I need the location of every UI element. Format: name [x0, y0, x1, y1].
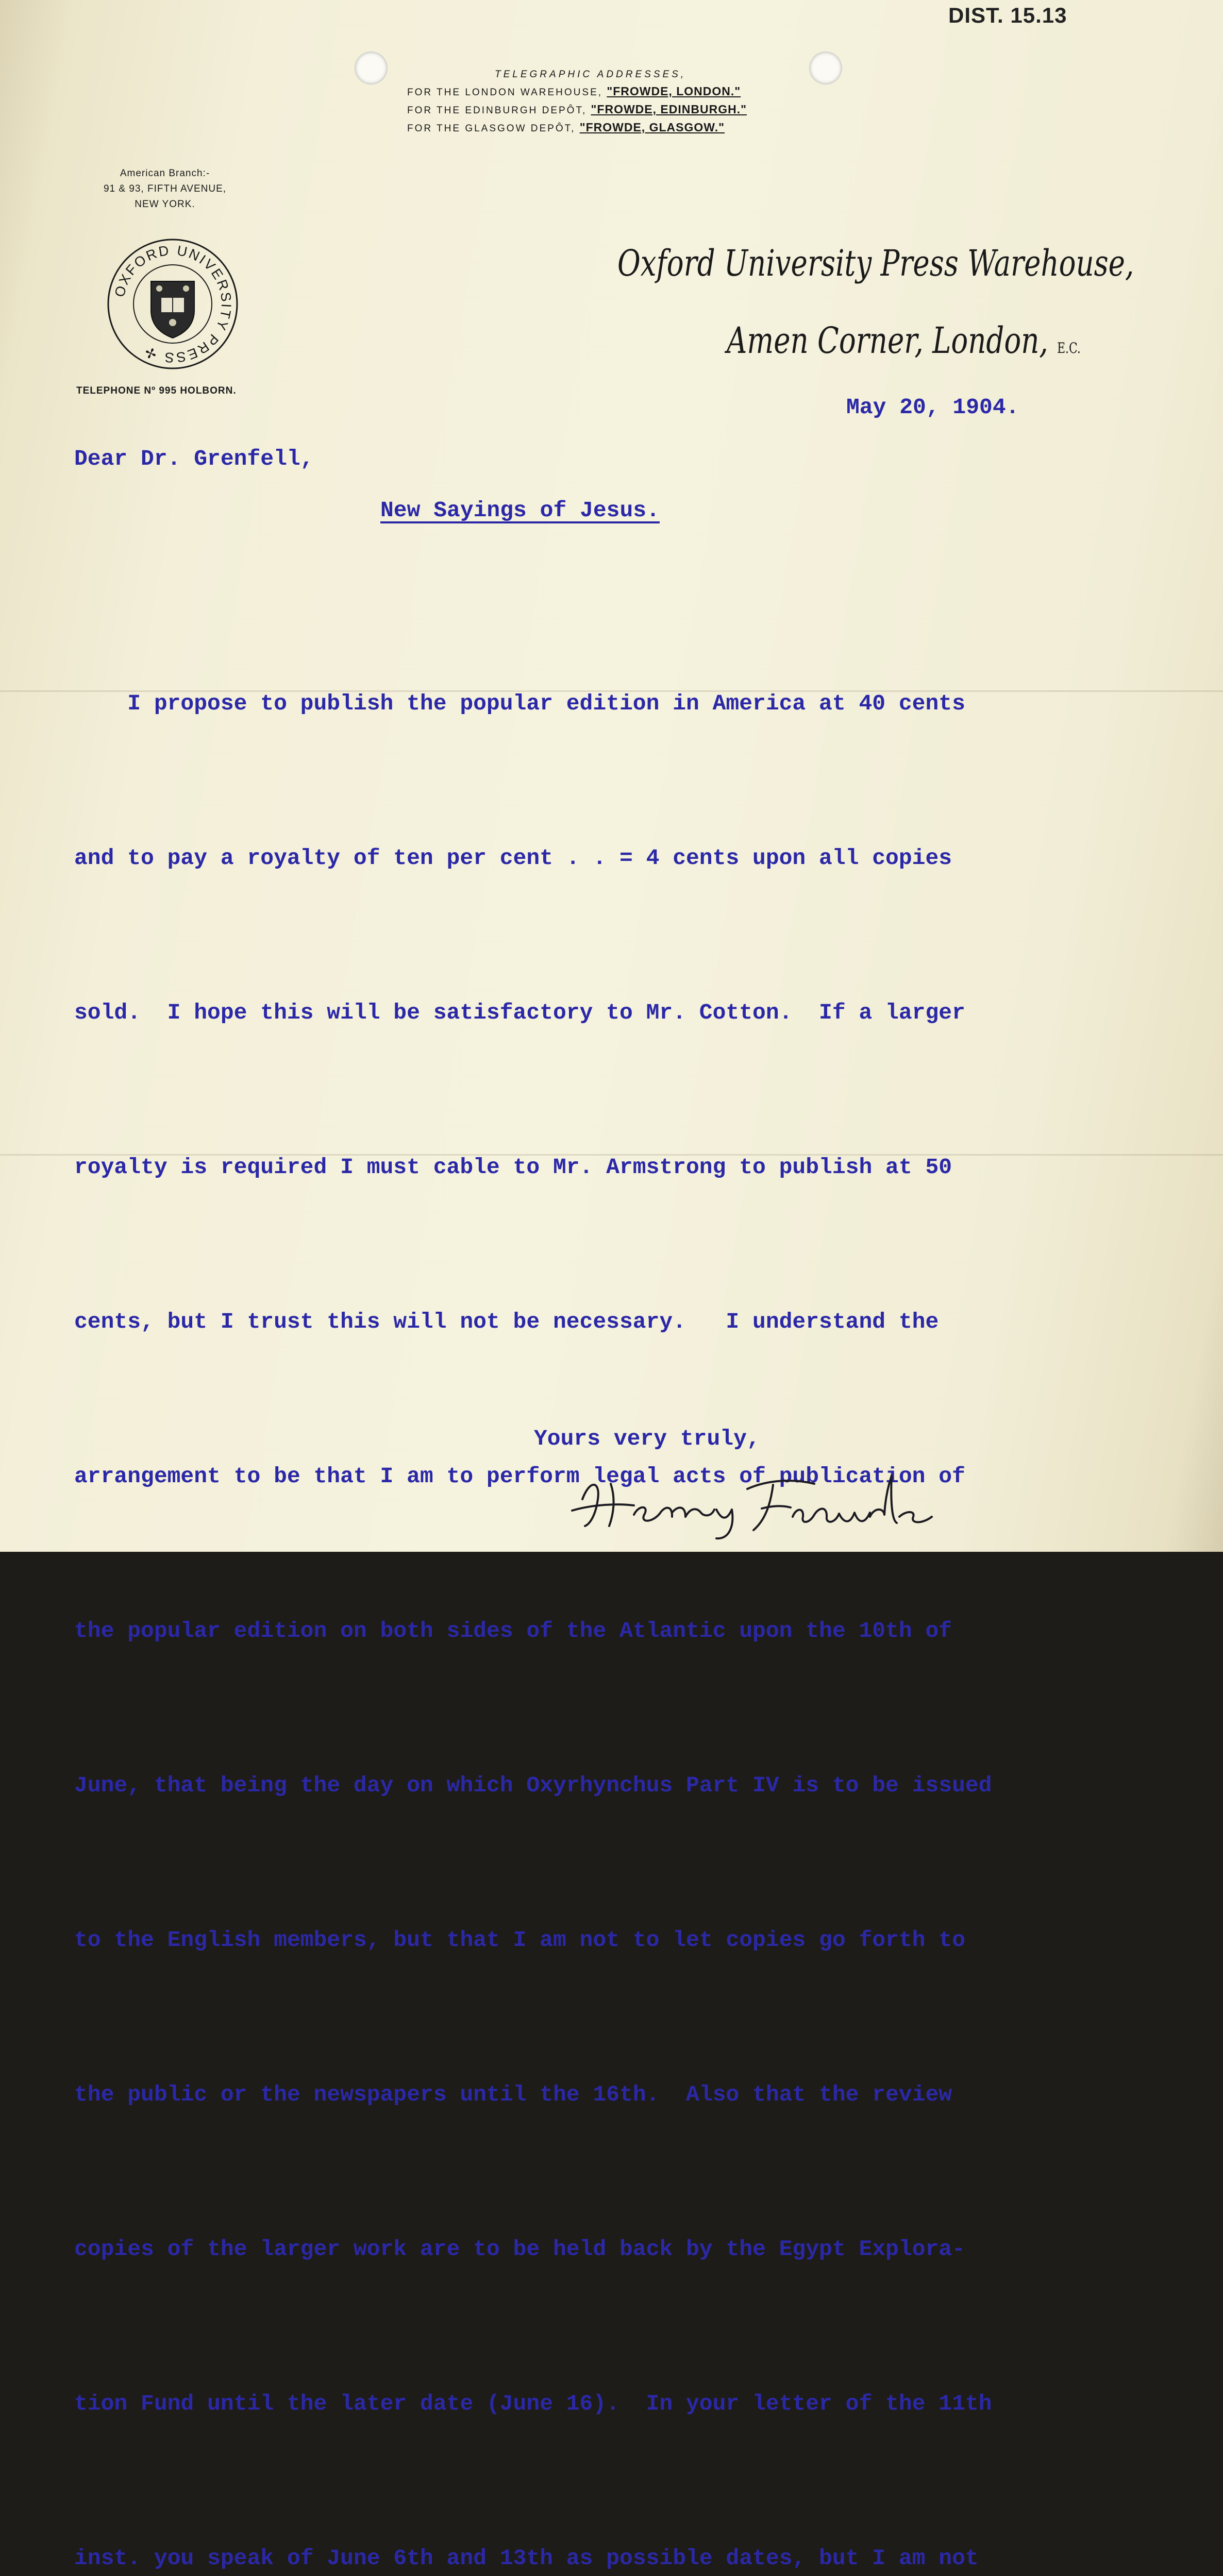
punch-hole [809, 52, 842, 84]
body-line: copies of the larger work are to be held back by the Egypt Explora- [74, 2236, 965, 2262]
letter-body [74, 575, 1167, 2576]
subject-heading: New Sayings of Jesus. [380, 498, 660, 523]
body-line: June, that being the day on which Oxyrhynchus Part IV is to be issued [74, 1773, 992, 1798]
body-line: inst. you speak of June 6th and 13th as possible dates, but I am not [74, 2546, 979, 2571]
oxford-university-press-seal-icon [106, 237, 240, 371]
body-line: I propose to publish the popular edition in America at 40 cents [74, 691, 965, 716]
salutation: Dear Dr. Grenfell, [74, 446, 314, 471]
telephone-number: TELEPHONE Nº 995 HOLBORN. [76, 385, 237, 396]
handwritten-signature [562, 1463, 943, 1540]
body-line: tion Fund until the later date (June 16). In your letter of the 11th [74, 2391, 992, 2416]
letter-date: May 20, 1904. [846, 395, 1019, 420]
body-line: and to pay a royalty of ten per cent . . = 4 cents upon all copies [74, 845, 952, 871]
telegraph-line-london: FOR THE LONDON WAREHOUSE, "FROWDE, LONDON." [407, 84, 741, 98]
letterhead-location: Amen Corner, London, E.C. [727, 319, 1081, 362]
body-line: sold. I hope this will be satisfactory to Mr. Cotton. If a larger [74, 1000, 965, 1025]
body-line: cents, but I trust this will not be necessary. I understand the [74, 1309, 939, 1334]
body-line: the public or the newspapers until the 16th. Also that the review [74, 2082, 952, 2107]
body-line: arrangement to be that I am to perform legal acts of publication of [74, 1464, 965, 1489]
body-line: to the English members, but that I am not to let copies go forth to [74, 1927, 965, 1953]
telegraph-line-glasgow: FOR THE GLASGOW DEPÔT, "FROWDE, GLASGOW." [407, 121, 725, 134]
body-line: the popular edition on both sides of the Atlantic upon the 10th of [74, 1618, 952, 1643]
american-branch-address: American Branch:- 91 & 93, FIFTH AVENUE, NEW YORK. [103, 168, 227, 210]
telegraph-title: TELEGRAPHIC ADDRESSES, [495, 69, 686, 80]
letterhead-warehouse-name: Oxford University Press Warehouse, [617, 242, 1134, 284]
punch-hole [355, 52, 388, 84]
closing: Yours very truly, [534, 1426, 760, 1451]
telegraphic-addresses [407, 66, 747, 137]
telegraph-line-edinburgh: FOR THE EDINBURGH DEPÔT, "FROWDE, EDINBURGH." [407, 103, 747, 116]
archive-reference: DIST. 15.13 [948, 3, 1067, 27]
svg-text:OXFORD UNIVERSITY PRESS ✢: OXFORD UNIVERSITY PRESS ✢ [111, 242, 234, 366]
body-line: royalty is required I must cable to Mr. Armstrong to publish at 50 [74, 1155, 952, 1180]
